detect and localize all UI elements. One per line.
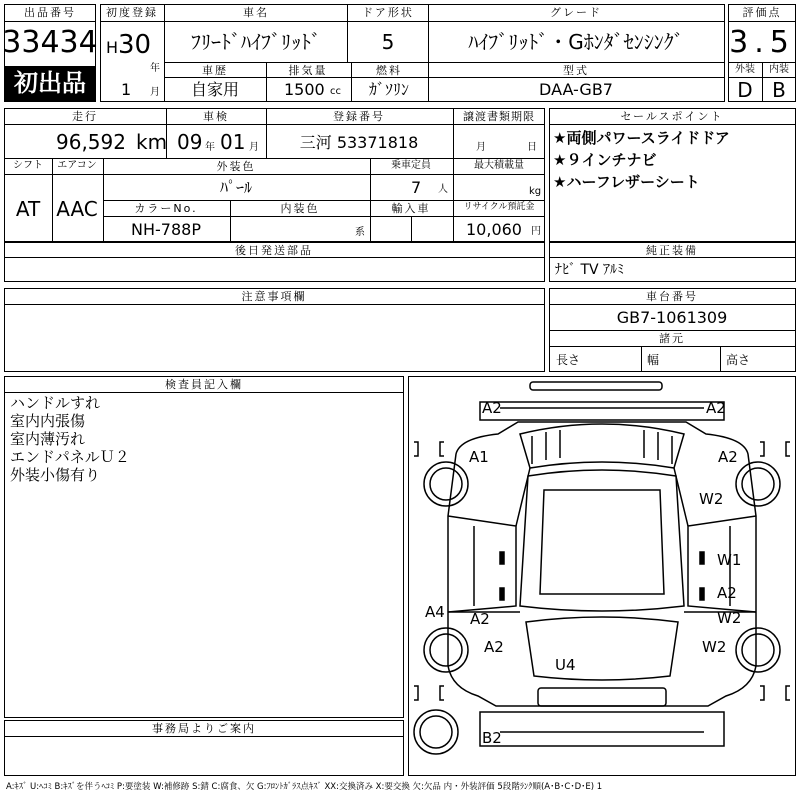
sales-point-1: ★両側パワースライドドア (553, 129, 730, 147)
door-label: ドア形状 (362, 6, 414, 19)
load-label: 最大積載量 (474, 160, 524, 171)
code-bumper-b2: B2 (482, 729, 502, 747)
door: 5 (381, 30, 395, 54)
code-front-right-a2: A2 (706, 399, 726, 417)
detail-table (4, 108, 545, 242)
inspector-line-2: 室内内張傷 (10, 412, 86, 430)
sales-point-2: ★９インチナビ (553, 151, 657, 169)
capacity-label: 乗車定員 (391, 160, 431, 171)
chassis-number: GB7-1061309 (616, 308, 728, 327)
code-quarter-left-a2: A2 (484, 638, 504, 656)
grade: ﾊｲﾌﾞﾘｯﾄﾞ・Gﾎﾝﾀﾞｾﾝｼﾝｸﾞ (468, 30, 684, 54)
notes-label: 注意事項欄 (241, 290, 307, 303)
mileage: 96,592 (56, 130, 126, 154)
color-no-label: カラーNo. (134, 202, 198, 215)
legend: A:ｷｽﾞ U:ﾍｺﾐ B:ｷｽﾞを伴うﾍｺﾐ P:要塗装 W:補修跡 S:錆 C:腐食、欠 G:ﾌﾛﾝﾄｶﾞﾗｽ点ｷｽﾞ XX:交換済み X:要交換 欠:欠品 内・外装評価 5段階ﾗﾝｸ順(A･B･C･D･E) 1 (6, 782, 603, 792)
inspection-year-unit: 年 (205, 142, 215, 153)
color-label: 外装色 (216, 160, 256, 173)
color: ﾊﾟｰﾙ (219, 178, 253, 197)
recycle-fee: 10,060 (466, 220, 522, 239)
inspection-month-unit: 月 (249, 142, 259, 153)
first-reg-month: 1 (121, 80, 132, 99)
code-door-right-w1: W1 (717, 551, 742, 569)
inspector-line-3: 室内薄汚れ (10, 430, 86, 448)
history-label: 車歴 (202, 64, 228, 77)
ac-label: エアコン (57, 160, 97, 171)
ac: AAC (56, 197, 98, 221)
displacement: 1500 (284, 80, 325, 99)
code-wheel-right-w2: W2 (699, 490, 724, 508)
score-label: 評価点 (742, 6, 782, 19)
exterior-label: 外装 (735, 64, 755, 75)
code-rear-u4: U4 (555, 656, 576, 674)
recycle-label: リサイクル預託金 (463, 202, 535, 212)
height-label: 高さ (726, 353, 751, 367)
transfer-label: 譲渡書類期限 (463, 110, 535, 123)
mileage-label: 走行 (72, 110, 98, 123)
first-reg-year: 30 (118, 30, 152, 60)
width-label: 幅 (647, 353, 660, 367)
history: 自家用 (190, 80, 240, 99)
equipment-label: 純正装備 (646, 244, 698, 257)
displacement-unit: cc (330, 86, 341, 97)
color-no: NH-788P (131, 220, 201, 239)
interior-grade: B (772, 78, 786, 102)
inspection-label: 車検 (203, 110, 229, 123)
code-front-left-a2: A2 (482, 399, 502, 417)
code-door-right-w2: W2 (717, 609, 742, 627)
month-unit: 月 (150, 87, 160, 98)
transfer-day-unit: 日 (527, 142, 537, 153)
code-fender-left-a1: A1 (469, 448, 489, 466)
capacity-unit: 人 (438, 184, 448, 195)
import-label: 輸入車 (391, 202, 431, 215)
fuel-label: 燃料 (376, 64, 402, 77)
later-parts-label: 後日発送部品 (235, 244, 313, 257)
interior-label: 内装 (769, 64, 789, 75)
car-diagram (408, 376, 796, 776)
year-unit: 年 (150, 63, 160, 74)
inspector-line-5: 外装小傷有り (10, 466, 101, 484)
transfer-month-unit: 月 (476, 142, 486, 153)
inspection-month: 01 (220, 130, 246, 154)
car-name: ﾌﾘｰﾄﾞﾊｲﾌﾞﾘｯﾄﾞ (191, 30, 321, 54)
displacement-label: 排気量 (288, 64, 328, 77)
length-label: 長さ (556, 353, 581, 367)
inspection-year: 09 (177, 130, 203, 154)
mileage-unit: km (136, 130, 168, 154)
score: 3.5 (729, 25, 795, 60)
first-listing-text: 初出品 (14, 69, 86, 97)
shift: AT (15, 197, 41, 221)
code-fender-right-a2: A2 (718, 448, 738, 466)
inspector-line-4: エンドパネルＵ２ (10, 448, 130, 466)
lot-number: 33434 (2, 25, 98, 60)
exterior-grade: D (737, 78, 753, 102)
era: H (106, 38, 119, 57)
interior-color-unit: 系 (355, 227, 365, 238)
model-code-label: 型式 (563, 64, 589, 77)
load-unit: kg (529, 186, 542, 197)
sales-point-3: ★ハーフレザーシート (553, 173, 700, 191)
code-door-right-a2: A2 (717, 584, 737, 602)
first-reg-label: 初度登録 (106, 6, 158, 19)
inspector-line-1: ハンドルすれ (10, 394, 101, 412)
code-quarter-right-w2: W2 (702, 638, 727, 656)
chassis-label: 車台番号 (646, 290, 698, 303)
capacity: 7 (411, 178, 422, 197)
grade-label: グレード (550, 6, 602, 19)
recycle-unit: 円 (531, 226, 541, 237)
lot-number-label: 出品番号 (24, 6, 76, 19)
reg-number: 三河 53371818 (299, 133, 419, 152)
interior-color-label: 内装色 (280, 202, 320, 215)
equipment-items: ﾅﾋﾞ TV ｱﾙﾐ (555, 262, 625, 278)
office-label: 事務局よりご案内 (152, 722, 256, 735)
code-door-left-a2: A2 (470, 610, 490, 628)
inspector-label: 検査員記入欄 (165, 378, 243, 391)
model-code: DAA-GB7 (539, 80, 613, 99)
car-name-label: 車名 (243, 6, 269, 19)
sales-points-label: セールスポイント (620, 110, 724, 123)
reg-number-label: 登録番号 (333, 110, 385, 123)
spec-label: 諸元 (659, 332, 685, 345)
code-rocker-left-a4: A4 (425, 603, 445, 621)
shift-label: シフト (13, 160, 43, 171)
fuel: ｶﾞｿﾘﾝ (368, 80, 410, 99)
